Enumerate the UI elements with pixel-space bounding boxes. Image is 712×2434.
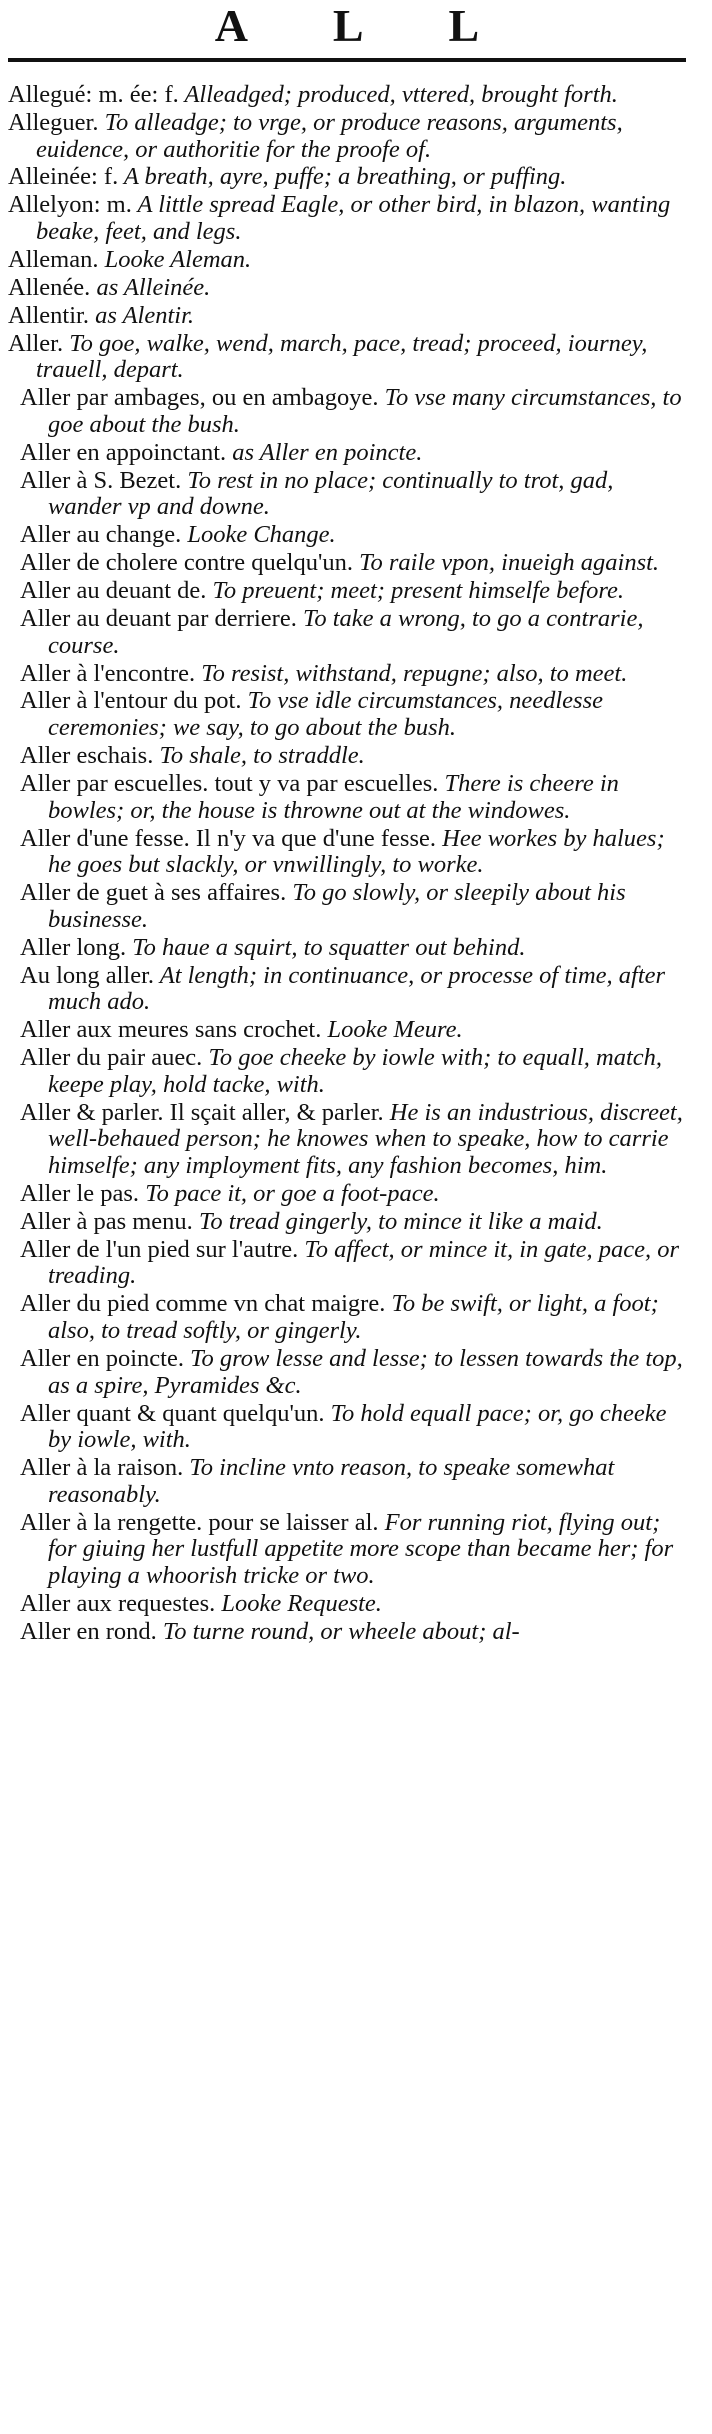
entry-definition: For running riot, flying out; for giuing her lustfull appetite more scope than became her; for playing a whoorish tricke or two. <box>48 1508 674 1590</box>
entry-headword: Aller du pied comme vn chat maigre. <box>20 1290 386 1318</box>
dictionary-entry <box>8 1237 686 1290</box>
dictionary-entry <box>8 468 686 521</box>
entry-definition: as Aller en poincte. <box>226 438 423 466</box>
entry-definition: At length; in continuance, or processe of time, after much ado. <box>48 961 666 1016</box>
dictionary-entry <box>8 522 686 549</box>
entry-definition: To hold equall pace; or, go cheeke by iowle, with. <box>48 1399 667 1454</box>
entry-headword: Allentir. <box>8 301 89 329</box>
dictionary-entry <box>8 743 686 770</box>
entry-definition: A breath, ayre, puffe; a breathing, or puffing. <box>118 163 567 191</box>
entry-headword: Aller quant & quant quelqu'un. <box>20 1399 325 1427</box>
entry-definition: There is cheere in bowles; or, the house is throwne out at the windowes. <box>48 769 619 824</box>
entry-headword: Aller du pair auec. <box>20 1044 203 1072</box>
entry-definition: To turne round, or wheele about; al- <box>156 1617 520 1645</box>
entry-definition: as Alentir. <box>88 301 195 329</box>
entry-definition: as Alleinée. <box>90 273 211 301</box>
entry-headword: Aller de cholere contre quelqu'un. <box>20 549 353 577</box>
entry-definition: To haue a squirt, to squatter out behind. <box>126 933 526 961</box>
entry-definition: Looke Change. <box>181 521 336 549</box>
entry-headword: Aller en appoinctant. <box>20 438 227 466</box>
dictionary-entry <box>8 192 686 245</box>
dictionary-entry <box>8 771 686 824</box>
entry-headword: Aller à l'entour du pot. <box>20 687 242 715</box>
entry-headword: Aller long. <box>20 933 127 961</box>
page-header: A L L <box>214 0 518 51</box>
entry-definition: To take a wrong, to go a contrarie, course. <box>48 604 644 659</box>
entry-headword: Aller eschais. <box>20 742 154 770</box>
entry-definition: To alleadge; to vrge, or produce reasons, arguments, euidence, or authoritie for the proofe of. <box>36 108 623 163</box>
entry-headword: Aller au deuant de. <box>20 577 207 605</box>
entry-headword: Aller à pas menu. <box>20 1207 193 1235</box>
dictionary-entry <box>8 82 686 109</box>
dictionary-entry <box>8 1591 686 1618</box>
dictionary-entry <box>8 385 686 438</box>
dictionary-entry <box>8 880 686 933</box>
dictionary-entry <box>8 331 686 384</box>
entry-headword: Aller au deuant par derriere. <box>20 604 297 632</box>
entries-list <box>8 82 686 1646</box>
entry-definition: Alleadged; produced, vttered, brought forth. <box>178 81 618 108</box>
dictionary-entry <box>8 1100 686 1180</box>
entry-headword: Aller. <box>8 329 64 357</box>
entry-definition: To be swift, or light, a foot; also, to tread softly, or gingerly. <box>48 1290 659 1345</box>
dictionary-entry <box>8 164 686 191</box>
entry-definition: To goe, walke, wend, march, pace, tread; proceed, iourney, trauell, depart. <box>36 329 648 384</box>
entry-definition: Looke Aleman. <box>98 245 252 273</box>
entry-definition: To resist, withstand, repugne; also, to meet. <box>195 659 628 687</box>
entry-headword: Aller à la raison. <box>20 1454 184 1482</box>
entry-definition: To tread gingerly, to mince it like a maid. <box>192 1207 603 1235</box>
dictionary-entry <box>8 606 686 659</box>
dictionary-entry <box>8 688 686 741</box>
entry-headword: Aller à S. Bezet. <box>20 466 182 494</box>
dictionary-entry <box>8 275 686 302</box>
entry-headword: Au long aller. <box>20 961 155 989</box>
entry-headword: Alleman. <box>8 245 99 273</box>
dictionary-entry <box>8 1455 686 1508</box>
entry-definition: To pace it, or goe a foot-pace. <box>139 1180 440 1207</box>
entry-definition: To preuent; meet; present himselfe before. <box>206 577 624 605</box>
entry-definition: To grow lesse and lesse; to lessen towards the top, as a spire, Pyramides &c. <box>48 1344 683 1399</box>
dictionary-entry <box>8 578 686 605</box>
dictionary-entry <box>8 1401 686 1454</box>
entry-headword: Aller d'une fesse. Il n'y va que d'une fesse. <box>20 824 436 852</box>
entry-definition: Looke Requeste. <box>215 1590 382 1618</box>
dictionary-entry <box>8 1017 686 1044</box>
entry-headword: Aller par escuelles. tout y va par escuelles. <box>20 769 439 797</box>
dictionary-entry <box>8 110 686 163</box>
header-rule <box>8 58 686 62</box>
entry-definition: To rest in no place; continually to trot, gad, wander vp and downe. <box>48 466 614 521</box>
entry-headword: Alleinée: f. <box>8 163 119 191</box>
entry-headword: Aller par ambages, ou en ambagoye. <box>20 384 379 412</box>
dictionary-entry <box>8 826 686 879</box>
entry-definition: To go slowly, or sleepily about his businesse. <box>48 879 626 933</box>
entry-definition: To affect, or mince it, in gate, pace, or treading. <box>48 1235 680 1290</box>
dictionary-entry <box>8 935 686 962</box>
dictionary-entry <box>8 1619 686 1646</box>
entry-definition: A little spread Eagle, or other bird, in blazon, wanting beake, feet, and legs. <box>36 191 671 246</box>
dictionary-entry <box>8 1045 686 1098</box>
entry-definition: He is an industrious, discreet, well-behaued person; he knowes when to speake, how to carrie himselfe; any imployment fits, any fashion becomes, him. <box>48 1098 683 1180</box>
entry-headword: Aller à la rengette. pour se laisser al. <box>20 1508 379 1536</box>
entry-headword: Allegué: m. ée: f. <box>8 81 179 108</box>
entry-definition: To vse idle circumstances, needlesse ceremonies; we say, to go about the bush. <box>48 687 603 742</box>
entry-headword: Aller de l'un pied sur l'autre. <box>20 1235 299 1263</box>
entry-headword: Allelyon: m. <box>8 191 132 219</box>
dictionary-entry <box>8 440 686 467</box>
dictionary-entry <box>8 661 686 688</box>
entry-definition: To raile vpon, inueigh against. <box>353 549 660 577</box>
entry-headword: Alleguer. <box>8 108 99 136</box>
dictionary-entry <box>8 1510 686 1590</box>
entry-headword: Aller le pas. <box>20 1180 140 1207</box>
entry-headword: Aller en rond. <box>20 1617 157 1645</box>
entry-headword: Aller aux requestes. <box>20 1590 216 1618</box>
entry-headword: Aller de guet à ses affaires. <box>20 879 287 907</box>
entry-definition: Looke Meure. <box>321 1016 463 1044</box>
entry-headword: Aller aux meures sans crochet. <box>20 1016 322 1044</box>
dictionary-entry <box>8 1291 686 1344</box>
dictionary-entry <box>8 1346 686 1399</box>
dictionary-entry <box>8 550 686 577</box>
entry-definition: To goe cheeke by iowle with; to equall, match, keepe play, hold tacke, with. <box>48 1044 663 1098</box>
entry-definition: To vse many circumstances, to goe about the bush. <box>48 384 682 438</box>
entry-headword: Allenée. <box>8 273 91 301</box>
entry-definition: To incline vnto reason, to speake somewhat reasonably. <box>48 1454 615 1508</box>
dictionary-entry <box>8 1209 686 1236</box>
entry-headword: Aller & parler. Il sçait aller, & parler. <box>20 1098 384 1126</box>
dictionary-entry <box>8 247 686 274</box>
entry-headword: Aller au change. <box>20 521 182 549</box>
entry-headword: Aller en poincte. <box>20 1344 184 1372</box>
entry-definition: Hee workes by halues; he goes but slackly, or vnwillingly, to worke. <box>48 824 665 879</box>
dictionary-entry <box>8 303 686 330</box>
dictionary-entry <box>8 1181 686 1208</box>
entry-headword: Aller à l'encontre. <box>20 659 196 687</box>
dictionary-entry <box>8 963 686 1016</box>
entry-definition: To shale, to straddle. <box>153 742 365 770</box>
